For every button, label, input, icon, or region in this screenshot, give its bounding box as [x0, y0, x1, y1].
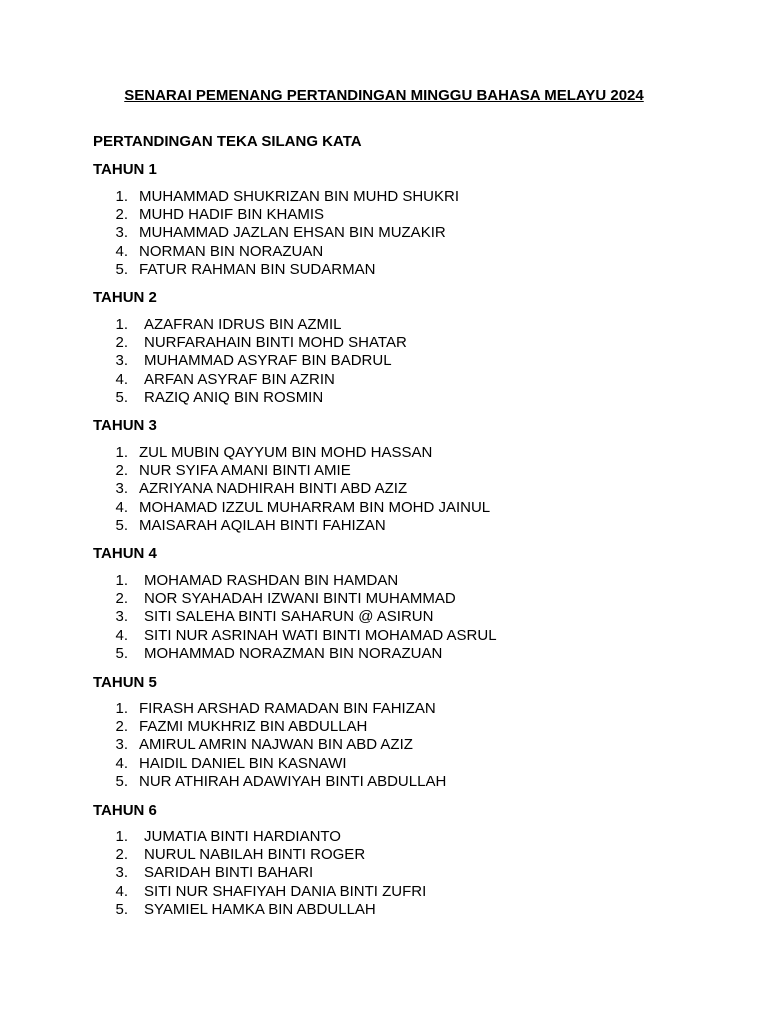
winner-name: JUMATIA BINTI HARDIANTO — [144, 828, 341, 845]
list-number: 4. — [115, 882, 128, 900]
year-heading: TAHUN 1 — [93, 161, 157, 178]
list-number: 1. — [115, 572, 128, 589]
list-item — [0, 773, 768, 791]
winner-name: AZRIYANA NADHIRAH BINTI ABD AZIZ — [139, 480, 408, 498]
list-number: 5. — [115, 260, 128, 278]
list-item — [0, 316, 768, 334]
list-item — [0, 480, 768, 498]
list-item — [0, 499, 768, 517]
winner-name: SITI NUR SHAFIYAH DANIA BINTI ZUFRI — [144, 882, 427, 900]
list-number: 2. — [115, 590, 128, 608]
list-number: 3. — [115, 224, 128, 242]
winner-name: NURFARAHAIN BINTI MOHD SHATAR — [144, 334, 407, 352]
list-item — [0, 901, 768, 919]
list-number: 4. — [115, 370, 128, 388]
document-title: SENARAI PEMENANG PERTANDINGAN MINGGU BAHASA MELAYU 2024 — [124, 87, 644, 104]
list-number: 1. — [115, 828, 128, 845]
list-item — [0, 718, 768, 736]
year-heading: TAHUN 3 — [93, 417, 157, 434]
winner-list — [0, 444, 768, 535]
winner-name: ARFAN ASYRAF BIN AZRIN — [144, 370, 335, 388]
list-item — [0, 261, 768, 279]
winner-name: MUHAMMAD SHUKRIZAN BIN MUHD SHUKRI — [139, 188, 460, 205]
list-item — [0, 389, 768, 407]
list-item — [0, 755, 768, 773]
list-number: 2. — [115, 334, 128, 352]
list-item — [0, 352, 768, 370]
list-item — [0, 846, 768, 864]
winner-list — [0, 188, 768, 279]
list-number: 3. — [115, 352, 128, 370]
winner-name: SITI SALEHA BINTI SAHARUN @ ASIRUN — [144, 608, 434, 626]
winner-name: NUR SYIFA AMANI BINTI AMIE — [139, 462, 351, 480]
winner-name: MUHAMMAD JAZLAN EHSAN BIN MUZAKIR — [139, 224, 446, 242]
winner-name: FAZMI MUKHRIZ BIN ABDULLAH — [139, 718, 368, 736]
winner-name: NUR ATHIRAH ADAWIYAH BINTI ABDULLAH — [139, 772, 447, 790]
winner-name: MUHD HADIF BIN KHAMIS — [139, 206, 325, 224]
list-number: 2. — [115, 462, 128, 480]
list-number: 3. — [115, 864, 128, 882]
winner-name: FIRASH ARSHAD RAMADAN BIN FAHIZAN — [139, 700, 436, 717]
list-item — [0, 864, 768, 882]
list-number: 3. — [115, 480, 128, 498]
list-item — [0, 828, 768, 846]
list-number: 1. — [115, 316, 128, 333]
list-number: 1. — [115, 444, 128, 461]
list-item — [0, 462, 768, 480]
list-item — [0, 444, 768, 462]
winner-name: RAZIQ ANIQ BIN ROSMIN — [144, 388, 324, 406]
winner-list — [0, 700, 768, 791]
winner-name: MUHAMMAD ASYRAF BIN BADRUL — [144, 352, 392, 370]
winner-list — [0, 572, 768, 663]
winner-name: ZUL MUBIN QAYYUM BIN MOHD HASSAN — [139, 444, 433, 461]
list-item — [0, 590, 768, 608]
list-item — [0, 243, 768, 261]
winner-name: NORMAN BIN NORAZUAN — [139, 242, 324, 260]
winner-name: SYAMIEL HAMKA BIN ABDULLAH — [144, 900, 376, 918]
list-number: 2. — [115, 718, 128, 736]
winner-name: AZAFRAN IDRUS BIN AZMIL — [144, 316, 342, 333]
competition-title: PERTANDINGAN TEKA SILANG KATA — [93, 133, 362, 150]
list-number: 5. — [115, 644, 128, 662]
list-item — [0, 608, 768, 626]
list-item — [0, 645, 768, 663]
list-number: 5. — [115, 388, 128, 406]
list-item — [0, 627, 768, 645]
list-number: 4. — [115, 754, 128, 772]
year-heading: TAHUN 4 — [93, 545, 157, 562]
list-number: 5. — [115, 900, 128, 918]
list-item — [0, 517, 768, 535]
list-number: 4. — [115, 626, 128, 644]
list-number: 3. — [115, 608, 128, 626]
winner-name: MAISARAH AQILAH BINTI FAHIZAN — [139, 516, 386, 534]
winner-name: FATUR RAHMAN BIN SUDARMAN — [139, 260, 376, 278]
list-item — [0, 700, 768, 718]
list-item — [0, 572, 768, 590]
list-item — [0, 883, 768, 901]
list-number: 5. — [115, 772, 128, 790]
winner-name: NURUL NABILAH BINTI ROGER — [144, 846, 366, 864]
list-item — [0, 188, 768, 206]
list-number: 2. — [115, 206, 128, 224]
year-heading: TAHUN 2 — [93, 289, 157, 306]
list-number: 4. — [115, 498, 128, 516]
list-item — [0, 206, 768, 224]
list-number: 1. — [115, 700, 128, 717]
winner-name: NOR SYAHADAH IZWANI BINTI MUHAMMAD — [144, 590, 456, 608]
winner-list — [0, 316, 768, 407]
list-number: 4. — [115, 242, 128, 260]
year-heading: TAHUN 6 — [93, 802, 157, 819]
winner-name: MOHAMAD IZZUL MUHARRAM BIN MOHD JAINUL — [139, 498, 491, 516]
winner-name: SARIDAH BINTI BAHARI — [144, 864, 314, 882]
list-item — [0, 334, 768, 352]
winner-name: MOHAMMAD NORAZMAN BIN NORAZUAN — [144, 644, 443, 662]
winner-name: HAIDIL DANIEL BIN KASNAWI — [139, 754, 347, 772]
winner-name: SITI NUR ASRINAH WATI BINTI MOHAMAD ASRUL — [144, 626, 497, 644]
list-item — [0, 224, 768, 242]
winner-name: MOHAMAD RASHDAN BIN HAMDAN — [144, 572, 399, 589]
list-number: 1. — [115, 188, 128, 205]
list-number: 5. — [115, 516, 128, 534]
list-number: 2. — [115, 846, 128, 864]
list-item — [0, 371, 768, 389]
list-item — [0, 736, 768, 754]
winner-list — [0, 828, 768, 919]
list-number: 3. — [115, 736, 128, 754]
year-heading: TAHUN 5 — [93, 674, 157, 691]
winner-name: AMIRUL AMRIN NAJWAN BIN ABD AZIZ — [139, 736, 413, 754]
